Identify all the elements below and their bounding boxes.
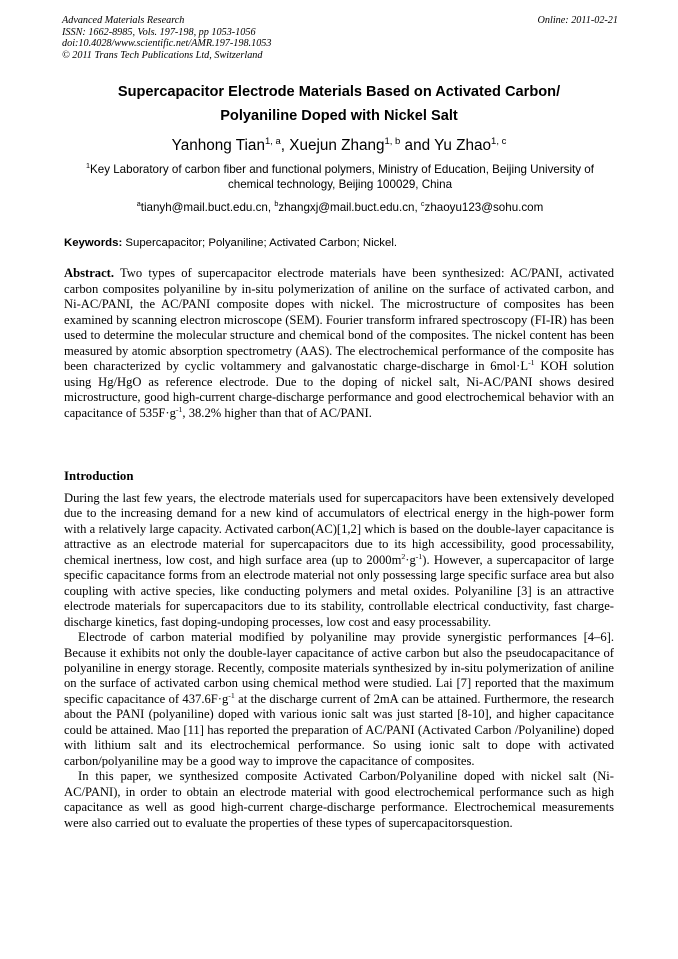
journal-name: Advanced Materials Research — [62, 15, 185, 26]
keywords-text: Supercapacitor; Polyaniline; Activated Carbon; Nickel. — [125, 237, 398, 249]
author-name: Xuejun Zhang — [289, 137, 385, 154]
journal-header — [62, 15, 618, 61]
paragraph-text: During the last few years, the electrode materials used for supercapacitors have been extensively developed due to the increasing demand for a new kind of accumulators of electrical energy in the high-power form with a relatively large capacity. Activated carbon(AC)[1,2] which is based on the double-layer capacitance is attractive as an electrode material for supercapacitors due to its high accessibility, good processability, chemical inertness, low cost, and high surface area (up to 2000m — [64, 491, 614, 567]
title-line-1: Supercapacitor Electrode Materials Based on Activated Carbon/ — [117, 84, 561, 100]
issn-line: ISSN: 1662-8985, Vols. 197-198, pp 1053-1056 — [62, 26, 256, 38]
affiliation-sup: 1 — [86, 161, 91, 171]
email-sep: , — [414, 201, 421, 214]
doi-line: doi:10.4028/www.scientific.net/AMR.197-198.1053 — [62, 38, 272, 49]
paragraph-text: Electrode of carbon material modified by polyaniline may provide synergistic performances [4–6]. Because it exhibits not only the double-layer capacitance of active carbon but also the pseudocapacitance of polyaniline in energy storage. Recently, composite materials synthesized by in-situ polymerization of aniline on the surface of activated carbon using chemical method were studied. Lai [7] reported that the maximum specific capacitance of 437.6F·g — [64, 630, 614, 706]
email-list — [62, 201, 618, 215]
superscript: -1 — [228, 690, 235, 700]
abstract — [64, 266, 614, 421]
keywords-label: Keywords: — [64, 237, 123, 249]
email-address[interactable]: tianyh@mail.buct.edu.cn — [140, 201, 268, 214]
affiliation-text: Key Laboratory of carbon fiber and functional polymers, Ministry of Education, Beijing University of chemical technology, Beijing 100029, China — [90, 163, 594, 191]
paragraph-text: ). However, a supercapacitor of large specific capacitance forms from an electrode material not only possessing large specific surface area but also coupling with active species, like conducting polymers and metal oxides. Polyaniline [3] is an attractive electrode materials for supercapacitors due to its stability, controllable electrical conductivity, fast charge-discharge kinetics, fast doping-undoping processes, low cost and easy processability. — [64, 552, 614, 629]
abstract-label: Abstract. — [64, 266, 115, 280]
introduction-body — [64, 491, 614, 831]
author-sep: , — [280, 137, 290, 154]
email-sup: a — [136, 199, 141, 209]
superscript: -1 — [175, 404, 183, 414]
paper-title — [60, 80, 618, 128]
abstract-text: KOH solution using Hg/HgO as reference electrode. Due to the doping of nickel salt, Ni-AC/PANI shows desired microstructure, good high-current charge-discharge performance and good electrochemical behavior with an capacitance of 535F·g — [64, 359, 614, 420]
author-name: Yu Zhao — [434, 137, 492, 154]
abstract-text: Two types of supercapacitor electrode materials have been synthesized: AC/PANI, activated carbon composites polyaniline by in-situ polymerization of aniline on the surface of activated carbon, and Ni-AC/PANI, the AC/PANI composite dopes with nickel. The microstructure of composites has been examined by scanning electron microscope (SEM). Fourier transform infrared spectroscopy (FI-IR) has been used to determine the molecular structure and chemical bond of the composites. The nickel content has been measured by atomic absorption spectrometry (AAS). The electrochemical performance of the composite has been characterized by cyclic voltammery and galvanostatic charge-discharge in 6mol·L — [64, 266, 614, 373]
email-sup: c — [420, 199, 425, 209]
author-sup: 1, b — [384, 135, 401, 147]
paragraph-text: at the discharge current of 2mA can be attained. Furthermore, the research about the PANI (polyaniline) doped with various ionic salt was just started [8-10], and higher capacitance could be attained. Mao [11] has reported the preparation of AC/PANI (Activated Carbon /Polyaniline) doped with lithium salt and its electrochemical performance. So using ionic salt to dope with activated carbon/polyaniline may be a good way to improve the capacitance of composites. — [64, 691, 614, 768]
paragraph: In this paper, we synthesized composite Activated Carbon/Polyaniline doped with nickel salt (Ni-AC/PANI), in order to obtain an electrode material with good electrochemical performance such as high capacitance as well as good high-current charge-discharge performance. Electrochemical measurements were also carried out to evaluate the properties of these types of supercapacitorsquestion. — [64, 769, 614, 830]
superscript: -1 — [415, 551, 423, 561]
paragraph — [64, 491, 614, 630]
section-heading-introduction: Introduction — [64, 469, 134, 483]
paragraph-text: ·g — [405, 552, 416, 567]
online-date: Online: 2011-02-21 — [537, 15, 618, 26]
email-sep: , — [267, 201, 275, 214]
email-address[interactable]: zhangxj@mail.buct.edu.cn — [278, 201, 415, 214]
email-address[interactable]: zhaoyu123@sohu.com — [424, 201, 544, 214]
email-sup: b — [274, 199, 279, 209]
title-line-2: Polyaniline Doped with Nickel Salt — [220, 108, 458, 124]
copyright-line: © 2011 Trans Tech Publications Ltd, Switzerland — [62, 49, 263, 61]
author-list — [60, 136, 618, 156]
keywords — [64, 236, 620, 250]
author-sup: 1, a — [264, 135, 281, 147]
author-sup: 1, c — [491, 135, 507, 147]
author-name: Yanhong Tian — [171, 137, 265, 154]
abstract-text: , 38.2% higher than that of AC/PANI. — [182, 405, 372, 420]
superscript: -1 — [528, 357, 535, 367]
paragraph — [64, 630, 614, 769]
superscript: 2 — [401, 551, 406, 561]
author-sep: and — [400, 137, 435, 154]
affiliation — [62, 163, 618, 192]
